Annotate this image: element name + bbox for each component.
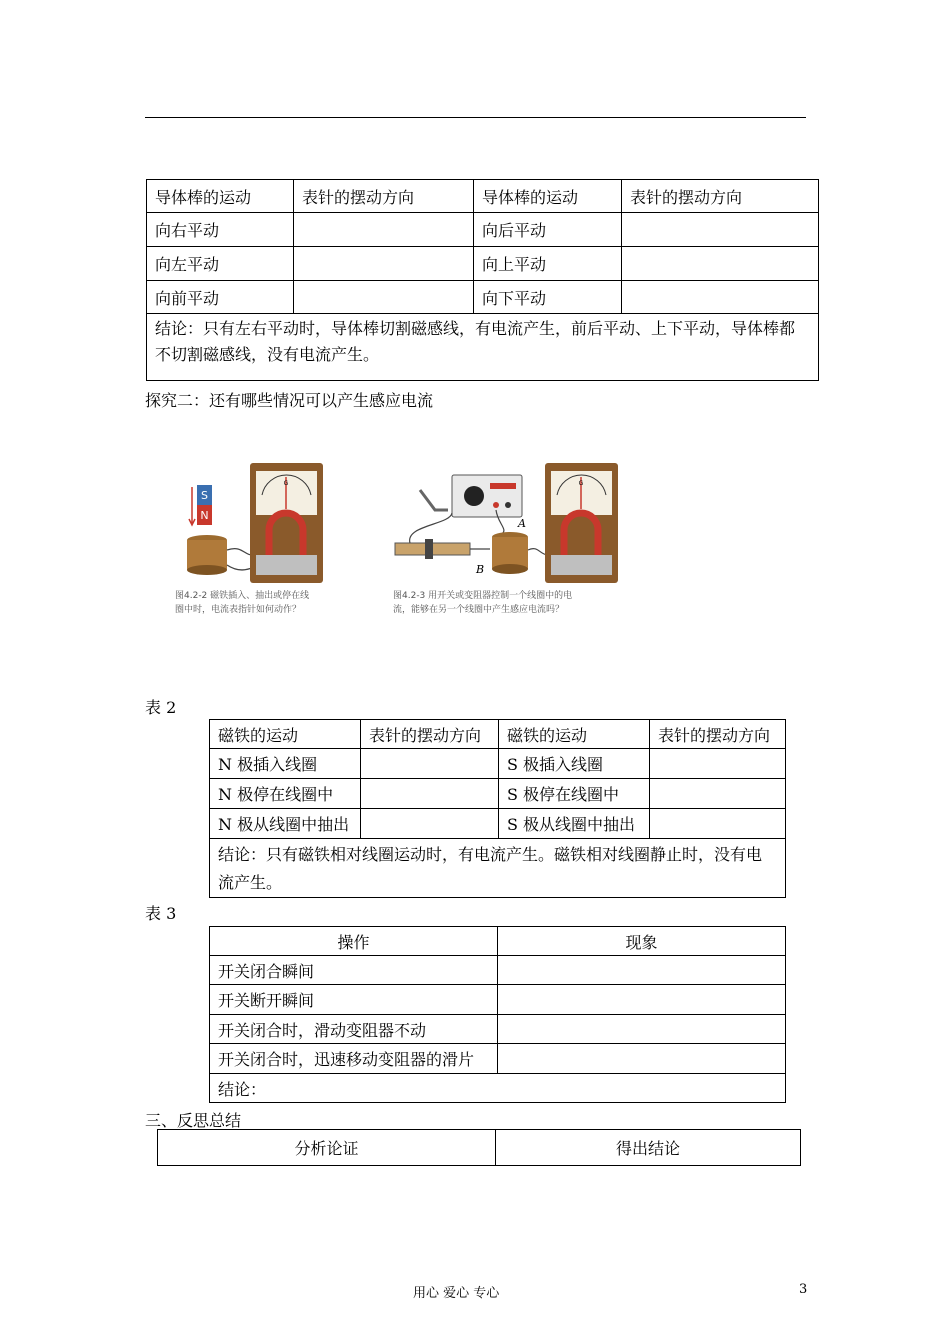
down-arrow-icon bbox=[189, 487, 195, 525]
table-cell: 开关断开瞬间 bbox=[210, 985, 498, 1015]
conclusion-text: 结论： bbox=[210, 1074, 786, 1103]
rheostat-slider bbox=[425, 539, 433, 559]
table-row bbox=[147, 281, 819, 314]
table-cell: 向上平动 bbox=[474, 247, 622, 281]
table-header-row bbox=[158, 1130, 801, 1166]
table-header-row bbox=[147, 180, 819, 213]
meter-letter: G bbox=[283, 480, 289, 487]
table-cell: N 极插入线圈 bbox=[210, 749, 361, 779]
table3-title: 表 3 bbox=[145, 904, 177, 923]
table-cell-empty bbox=[498, 956, 786, 985]
table-cell-empty bbox=[498, 1044, 786, 1074]
header-cell: 操作 bbox=[210, 927, 498, 956]
table2-title: 表 2 bbox=[145, 698, 177, 717]
table-cell: S 极从线圈中抽出 bbox=[499, 809, 650, 839]
table-header-row bbox=[210, 720, 786, 749]
magnet-s-label: S bbox=[201, 489, 208, 502]
table-row bbox=[210, 985, 786, 1015]
table-cell: S 极插入线圈 bbox=[499, 749, 650, 779]
conclusion-text: 结论：只有磁铁相对线圈运动时，有电流产生。磁铁相对线圈静止时，没有电流产生。 bbox=[210, 839, 786, 898]
header-cell: 分析论证 bbox=[158, 1130, 496, 1166]
table-cell-empty bbox=[650, 749, 786, 779]
figure-caption: 圈中时，电流表指针如何动作？ bbox=[175, 605, 302, 615]
page-footer: 用心 爱心 专心 bbox=[413, 1286, 500, 1301]
header-cell: 得出结论 bbox=[496, 1130, 801, 1166]
table-cell-empty bbox=[650, 779, 786, 809]
table-cell: N 极停在线圈中 bbox=[210, 779, 361, 809]
table-cell: 向右平动 bbox=[147, 213, 294, 247]
header-cell: 表针的摆动方向 bbox=[622, 180, 819, 213]
figure-caption: 图4.2-2 磁铁插入、抽出或停在线 bbox=[175, 591, 310, 601]
table-magnet-motion bbox=[209, 719, 786, 898]
table-row bbox=[210, 779, 786, 809]
header-cell: 表针的摆动方向 bbox=[294, 180, 474, 213]
table-row bbox=[147, 247, 819, 281]
table-cell-empty bbox=[498, 1015, 786, 1044]
table-row bbox=[210, 1015, 786, 1044]
table-cell-empty bbox=[361, 749, 499, 779]
coil-bottom bbox=[187, 565, 227, 575]
label-b: B bbox=[476, 563, 485, 576]
page-number: 3 bbox=[799, 1282, 808, 1297]
header-cell: 表针的摆动方向 bbox=[361, 720, 499, 749]
section-reflection: 三、反思总结 bbox=[145, 1111, 242, 1130]
header-cell: 现象 bbox=[498, 927, 786, 956]
table-cell: 开关闭合时，迅速移动变阻器的滑片 bbox=[210, 1044, 498, 1074]
table-switch-operation bbox=[209, 926, 786, 1103]
conclusion-text: 结论：只有左右平动时，导体棒切割磁感线，有电流产生，前后平动、上下平动，导体棒都不切割磁感线，没有电流产生。 bbox=[147, 314, 819, 381]
terminal bbox=[505, 502, 511, 508]
magnet-n-label: N bbox=[200, 509, 209, 522]
table-row bbox=[147, 213, 819, 247]
figure-caption: 图4.2-3 用开关或变阻器控制一个线圈中的电 bbox=[393, 591, 573, 601]
header-cell: 磁铁的运动 bbox=[210, 720, 361, 749]
meter-base bbox=[256, 555, 317, 575]
table-cell-empty bbox=[622, 281, 819, 314]
conclusion-row bbox=[147, 314, 819, 381]
table-cell-empty bbox=[622, 213, 819, 247]
table-reflection bbox=[157, 1129, 801, 1166]
table-conductor-motion bbox=[146, 179, 819, 381]
conclusion-row bbox=[210, 1074, 786, 1103]
table-cell: 向左平动 bbox=[147, 247, 294, 281]
header-rule bbox=[145, 117, 806, 118]
figure-caption: 流，能够在另一个线圈中产生感应电流吗？ bbox=[393, 605, 565, 615]
table-cell: 开关闭合瞬间 bbox=[210, 956, 498, 985]
table-cell: 向下平动 bbox=[474, 281, 622, 314]
table-cell-empty bbox=[294, 247, 474, 281]
terminal bbox=[493, 502, 499, 508]
table-cell-empty bbox=[498, 985, 786, 1015]
table-cell-empty bbox=[622, 247, 819, 281]
power-supply bbox=[452, 475, 522, 517]
header-cell: 磁铁的运动 bbox=[499, 720, 650, 749]
table-cell-empty bbox=[294, 213, 474, 247]
table-cell: 向前平动 bbox=[147, 281, 294, 314]
table-cell-empty bbox=[294, 281, 474, 314]
table-cell: 开关闭合时，滑动变阻器不动 bbox=[210, 1015, 498, 1044]
table-row bbox=[210, 956, 786, 985]
meter-base bbox=[551, 555, 612, 575]
header-cell: 导体棒的运动 bbox=[474, 180, 622, 213]
header-cell: 表针的摆动方向 bbox=[650, 720, 786, 749]
table-row bbox=[210, 1044, 786, 1074]
header-cell: 导体棒的运动 bbox=[147, 180, 294, 213]
figure-magnet-coil bbox=[172, 455, 352, 620]
switch-icon bbox=[420, 490, 448, 510]
table-row bbox=[210, 749, 786, 779]
table-cell-empty bbox=[361, 809, 499, 839]
table-cell-empty bbox=[361, 779, 499, 809]
power-supply-knob bbox=[464, 486, 484, 506]
conclusion-row bbox=[210, 839, 786, 898]
table-cell-empty bbox=[650, 809, 786, 839]
table-cell: S 极停在线圈中 bbox=[499, 779, 650, 809]
figure-switch-rheostat bbox=[390, 455, 625, 620]
power-supply-panel bbox=[490, 483, 516, 489]
label-a: A bbox=[518, 517, 526, 530]
table-row bbox=[210, 809, 786, 839]
table-header-row bbox=[210, 927, 786, 956]
coil-bottom bbox=[492, 564, 528, 574]
table-cell: N 极从线圈中抽出 bbox=[210, 809, 361, 839]
section-explore-two: 探究二：还有哪些情况可以产生感应电流 bbox=[145, 391, 434, 410]
meter-letter: G bbox=[578, 480, 584, 487]
table-cell: 向后平动 bbox=[474, 213, 622, 247]
